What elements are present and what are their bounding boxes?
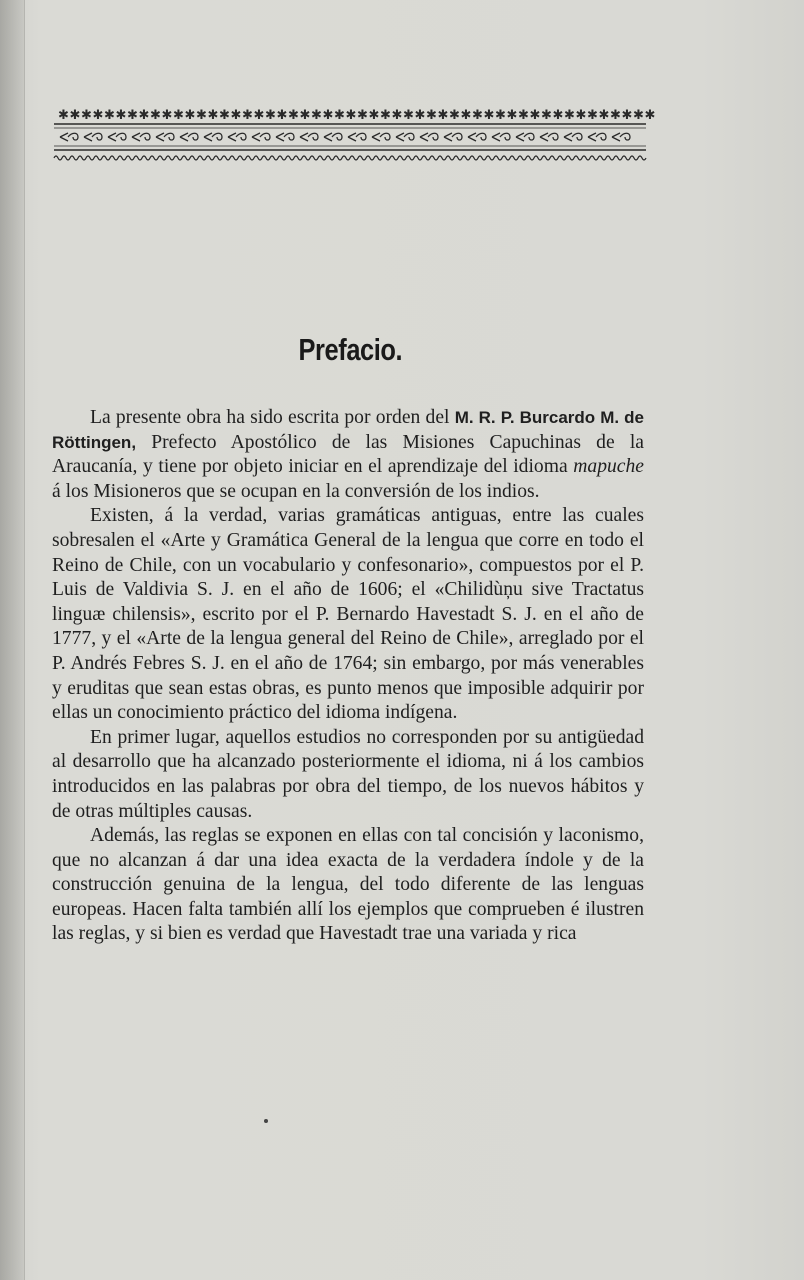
svg-text:✱: ✱	[518, 108, 529, 123]
svg-text:✱: ✱	[610, 108, 621, 123]
paragraph-1	[52, 406, 644, 504]
svg-text:✱: ✱	[483, 108, 495, 123]
svg-text:✱: ✱	[449, 108, 460, 123]
svg-text:✱: ✱	[564, 108, 575, 123]
svg-text:✱: ✱	[69, 108, 81, 123]
page-title: Prefacio.	[298, 332, 403, 367]
svg-text:✱: ✱	[644, 108, 656, 123]
svg-text:✱: ✱	[345, 108, 357, 123]
body-text	[52, 406, 644, 947]
svg-text:✱: ✱	[115, 108, 127, 123]
svg-text:✱: ✱	[58, 108, 69, 123]
paragraph-1-author: M. R. P. Burcardo M. de Röttingen,	[52, 408, 645, 452]
svg-text:✱: ✱	[506, 108, 518, 123]
svg-text:✱: ✱	[242, 108, 253, 123]
svg-text:✱: ✱	[311, 108, 322, 123]
svg-text:✱: ✱	[161, 108, 173, 123]
page-gutter	[0, 0, 25, 1280]
svg-text:✱: ✱	[414, 108, 426, 123]
svg-text:✱: ✱	[529, 108, 541, 123]
paragraph-3: En primer lugar, aquellos estudios no corresponden por su antigüedad al desarrollo que ha alcanzado posteriormente el idioma, ni á los cambios introducidos en las palabras por obra del tiempo, de los nuevos hábitos y de otras múltiples causas.	[52, 726, 644, 822]
svg-text:✱: ✱	[403, 108, 414, 123]
svg-text:✱: ✱	[219, 108, 230, 123]
paragraph-4: Además, las reglas se exponen en ellas con tal concisión y laconismo, que no alcanzan á dar una idea exacta de la verdadera índole y de la construcción genuina de la lengua, del todo diferente de las lenguas europeas. Hacen falta también allí los ejemplos que comprueben é ilustren las reglas, y si bien es verdad que Havestadt trae una variada y rica	[52, 825, 644, 945]
svg-text:✱: ✱	[621, 108, 633, 123]
paragraph-1-text-e: á los Misioneros que se ocupan en la conversión de los indios.	[52, 480, 540, 502]
svg-text:✱: ✱	[426, 108, 437, 123]
svg-text:✱: ✱	[587, 108, 598, 123]
svg-text:✱: ✱	[598, 108, 610, 123]
paragraph-1-text-a: La presente obra ha sido escrita por orden del	[90, 407, 455, 428]
svg-text:✱: ✱	[368, 108, 380, 123]
paragraph-2: Existen, á la verdad, varias gramáticas antiguas, entre las cuales sobresalen el «Arte y Gramática General de la lengua que corre en todo el Reino de Chile, con un vocabulario y confesonario», compuestos por el P. Luis de Valdivia S. J. en el año de 1606; el «Chilidùņu sive Tractatus linguæ chilensis», escrito por el P. Bernardo Havestadt S. J. en el año de 1777, y el «Arte de la lengua general del Reino de Chile», arreglado por el P. Andrés Febres S. J. en el año de 1764; sin embargo, por más venerables y eruditas que sean estas obras, es punto menos que imposible adquirir por ellas un conocimiento práctico del idioma indígena.	[52, 505, 644, 724]
page-mark	[264, 1119, 268, 1123]
svg-text:✱: ✱	[495, 108, 506, 123]
svg-text:✱: ✱	[104, 108, 115, 123]
svg-text:✱: ✱	[334, 108, 345, 123]
svg-text:✱: ✱	[253, 108, 265, 123]
svg-text:✱: ✱	[196, 108, 207, 123]
paragraph-1-emphasis: mapuche	[573, 456, 644, 478]
svg-text:✱: ✱	[391, 108, 403, 123]
svg-text:✱: ✱	[380, 108, 391, 123]
svg-text:✱: ✱	[552, 108, 564, 123]
svg-text:✱: ✱	[288, 108, 299, 123]
svg-text:✱: ✱	[472, 108, 483, 123]
svg-text:✱: ✱	[265, 108, 276, 123]
paragraph-1-text-c: Prefecto Apostólico de las Misiones Capuchinas de la Araucanía, y tiene por objeto iniciar en el aprendizaje del idioma	[52, 431, 644, 478]
svg-text:✱: ✱	[460, 108, 472, 123]
svg-text:✱: ✱	[173, 108, 184, 123]
svg-text:✱: ✱	[207, 108, 219, 123]
svg-text:✱: ✱	[184, 108, 196, 123]
svg-text:✱: ✱	[127, 108, 138, 123]
svg-text:✱: ✱	[230, 108, 242, 123]
svg-text:✱: ✱	[437, 108, 449, 123]
svg-text:✱: ✱	[575, 108, 587, 123]
svg-text:✱: ✱	[357, 108, 368, 123]
decorative-header-ornament	[54, 104, 656, 166]
svg-text:✱: ✱	[92, 108, 104, 123]
svg-text:✱: ✱	[299, 108, 311, 123]
svg-text:✱: ✱	[150, 108, 161, 123]
svg-text:✱: ✱	[633, 108, 644, 123]
svg-text:✱: ✱	[322, 108, 334, 123]
svg-text:✱: ✱	[276, 108, 288, 123]
svg-text:✱: ✱	[138, 108, 150, 123]
svg-text:✱: ✱	[81, 108, 92, 123]
svg-text:✱: ✱	[541, 108, 552, 123]
